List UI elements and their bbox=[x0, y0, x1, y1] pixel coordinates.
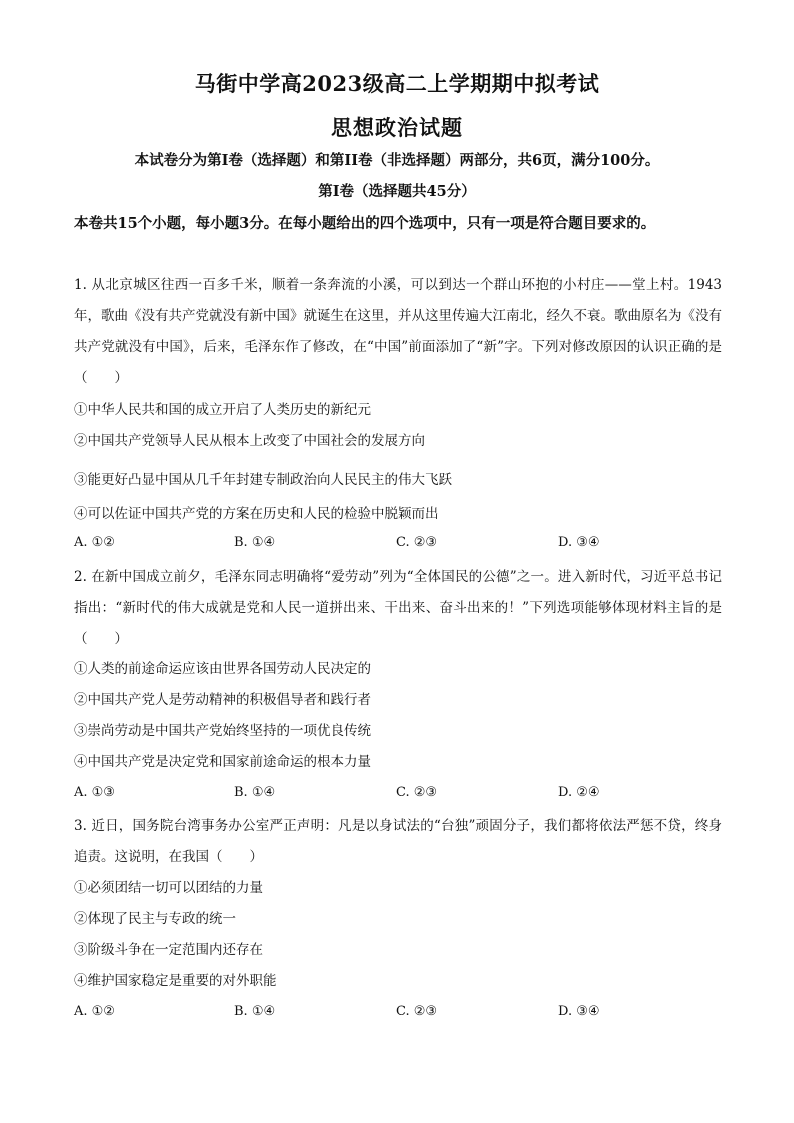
section-instruction: 本卷共15个小题，每小题3分。在每小题给出的四个选项中，只有一项是符合题目要求的。 bbox=[74, 215, 656, 232]
choice-d[interactable]: D. ③④ bbox=[558, 1004, 600, 1019]
question-3-option-1: ①必须团结一切可以团结的力量 bbox=[74, 880, 263, 896]
exam-intro: 本试卷分为第I卷（选择题）和第II卷（非选择题）两部分，共6页，满分100分。 bbox=[134, 152, 660, 169]
question-3-stem: 3. 近日，国务院台湾事务办公室严正声明：凡是以身试法的“台独”顽固分子，我们都将依法严惩不贷，终身追责。这说明，在我国（ ） bbox=[74, 818, 722, 865]
question-1-option-1: ①中华人民共和国的成立开启了人类历史的新纪元 bbox=[74, 402, 371, 418]
exam-title: 马街中学高2023级高二上学期期中拟考试 bbox=[194, 71, 600, 96]
choice-c[interactable]: C. ②③ bbox=[396, 535, 438, 550]
choice-b[interactable]: B. ①④ bbox=[234, 1004, 276, 1019]
question-3-choices bbox=[74, 1004, 714, 1024]
question-1-choices bbox=[74, 535, 714, 555]
choice-c[interactable]: C. ②③ bbox=[396, 785, 438, 800]
choice-b[interactable]: B. ①④ bbox=[234, 535, 276, 550]
section-heading: 第I卷（选择题共45分） bbox=[318, 183, 476, 200]
choice-d[interactable]: D. ②④ bbox=[558, 785, 600, 800]
choice-c[interactable]: C. ②③ bbox=[396, 1004, 438, 1019]
choice-a[interactable]: A. ①③ bbox=[74, 785, 115, 800]
question-2-choices bbox=[74, 785, 714, 805]
choice-b[interactable]: B. ①④ bbox=[234, 785, 276, 800]
question-2-option-3: ③崇尚劳动是中国共产党始终坚持的一项优良传统 bbox=[74, 723, 371, 739]
question-1-stem: 1. 从北京城区往西一百多千米，顺着一条奔流的小溪，可以到达一个群山环抱的小村庄——堂上村。1943年，歌曲《没有共产党就没有新中国》就诞生在这里，并从这里传遍大江南北，经久不衰。歌曲原名为《没有共产党就没有中国》，后来，毛泽东作了修改，在“中国”前面添加了“新”字。下列对修改原因的认识正确的是（ ） bbox=[74, 277, 722, 386]
question-3-option-4: ④维护国家稳定是重要的对外职能 bbox=[74, 973, 277, 989]
question-2-option-4: ④中国共产党是决定党和国家前途命运的根本力量 bbox=[74, 754, 371, 770]
question-2-stem: 2. 在新中国成立前夕，毛泽东同志明确将“爱劳动”列为“全体国民的公德”之一。进入新时代，习近平总书记指出：“新时代的伟大成就是党和人民一道拼出来、干出来、奋斗出来的！”下列选项能够体现材料主旨的是（ ） bbox=[74, 569, 722, 647]
question-3-option-3: ③阶级斗争在一定范围内还存在 bbox=[74, 942, 263, 958]
choice-a[interactable]: A. ①② bbox=[74, 1004, 115, 1019]
choice-a[interactable]: A. ①② bbox=[74, 535, 115, 550]
question-1-option-4: ④可以佐证中国共产党的方案在历史和人民的检验中脱颖而出 bbox=[74, 506, 439, 522]
question-1-option-3: ③能更好凸显中国从几千年封建专制政治向人民民主的伟大飞跃 bbox=[74, 472, 452, 488]
question-2-option-1: ①人类的前途命运应该由世界各国劳动人民决定的 bbox=[74, 661, 371, 677]
question-3-option-2: ②体现了民主与专政的统一 bbox=[74, 911, 236, 927]
question-2-option-2: ②中国共产党人是劳动精神的积极倡导者和践行者 bbox=[74, 692, 371, 708]
exam-subtitle: 思想政治试题 bbox=[331, 115, 463, 140]
choice-d[interactable]: D. ③④ bbox=[558, 535, 600, 550]
question-1-option-2: ②中国共产党领导人民从根本上改变了中国社会的发展方向 bbox=[74, 433, 425, 449]
